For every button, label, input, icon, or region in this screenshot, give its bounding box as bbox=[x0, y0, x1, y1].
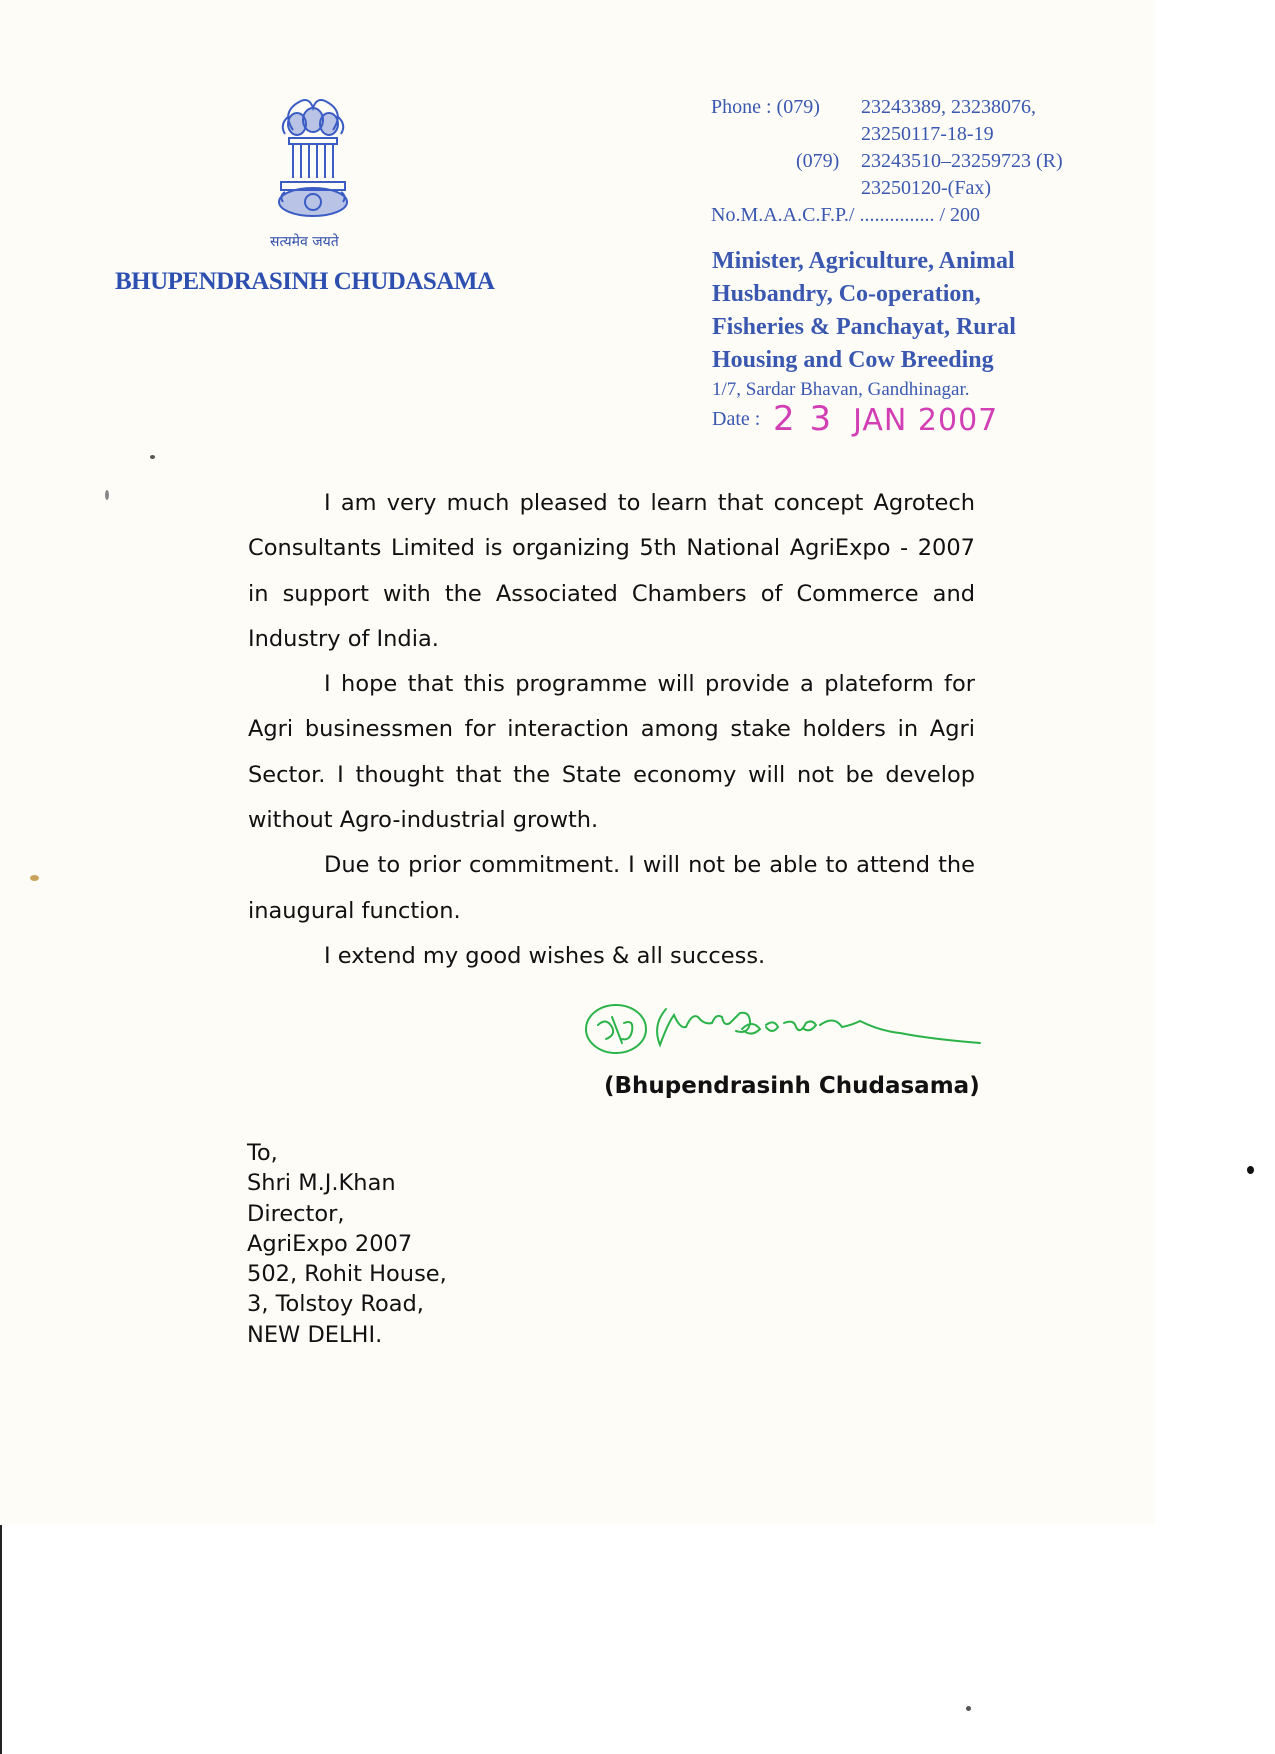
phone2-prefix: (079) bbox=[796, 150, 840, 172]
phone-numbers-line-2: 23250117-18-19 bbox=[861, 123, 994, 145]
recipient-line: 3, Tolstoy Road, bbox=[247, 1291, 424, 1318]
body-paragraph: I am very much pleased to learn that concept Agrotech Consultants Limited is organizing 5th National AgriExpo - 2007 in support with the Associated Chambers of Commerce and Industry of India. bbox=[248, 490, 975, 652]
signatory-name: (Bhupendrasinh Chudasama) bbox=[604, 1073, 980, 1099]
recipient-line: 502, Rohit House, bbox=[247, 1261, 447, 1288]
phone-numbers-line-1: 23243389, 23238076, bbox=[861, 96, 1036, 118]
residence-phone: 23243510–23259723 (R) bbox=[861, 150, 1063, 172]
recipient-line: AgriExpo 2007 bbox=[247, 1230, 413, 1257]
date-month-year: JAN 2007 bbox=[853, 403, 999, 438]
national-emblem-icon bbox=[263, 90, 363, 230]
scan-speck bbox=[105, 490, 109, 500]
scan-speck bbox=[150, 455, 155, 459]
office-address: 1/7, Sardar Bhavan, Gandhinagar. bbox=[712, 379, 970, 400]
minister-title-line: Minister, Agriculture, Animal bbox=[712, 248, 1015, 274]
minister-title-line: Fisheries & Panchayat, Rural bbox=[712, 314, 1016, 340]
body-paragraph: Due to prior commitment. I will not be able to attend the inaugural function. bbox=[248, 852, 975, 924]
scan-edge-line bbox=[0, 1525, 2, 1754]
emblem-motto: सत्यमेव जयते bbox=[270, 234, 339, 250]
recipient-line: Shri M.J.Khan bbox=[247, 1170, 396, 1197]
phone-label: Phone : (079) bbox=[711, 96, 820, 118]
date-label: Date : bbox=[712, 408, 761, 430]
date-stamp bbox=[773, 399, 998, 439]
recipient-line: To, bbox=[247, 1140, 278, 1166]
scan-speck bbox=[30, 875, 39, 881]
date-day: 2 3 bbox=[773, 399, 834, 439]
recipient-line: NEW DELHI. bbox=[247, 1321, 383, 1348]
letter-body bbox=[248, 481, 975, 979]
recipient-address bbox=[247, 1138, 447, 1350]
minister-title bbox=[712, 245, 1016, 377]
minister-title-line: Housing and Cow Breeding bbox=[712, 347, 994, 373]
signature bbox=[572, 995, 982, 1065]
reference-number: No.M.A.A.C.F.P./ ............... / 200 bbox=[711, 204, 980, 226]
body-paragraph: I hope that this programme will provide a plateform for Agri businessmen for interaction among stake holders in Agri Sector. I thought that the State economy will not be develop without Agro-industrial growth. bbox=[248, 671, 975, 834]
scan-margin bbox=[1155, 0, 1275, 1754]
scan-speck bbox=[966, 1706, 971, 1711]
scan-speck bbox=[1247, 1166, 1254, 1174]
body-paragraph: I extend my good wishes & all success. bbox=[324, 942, 766, 969]
letterhead-name: BHUPENDRASINH CHUDASAMA bbox=[115, 268, 495, 295]
recipient-line: Director, bbox=[247, 1200, 345, 1227]
fax-number: 23250120-(Fax) bbox=[861, 177, 991, 199]
minister-title-line: Husbandry, Co-operation, bbox=[712, 281, 981, 307]
